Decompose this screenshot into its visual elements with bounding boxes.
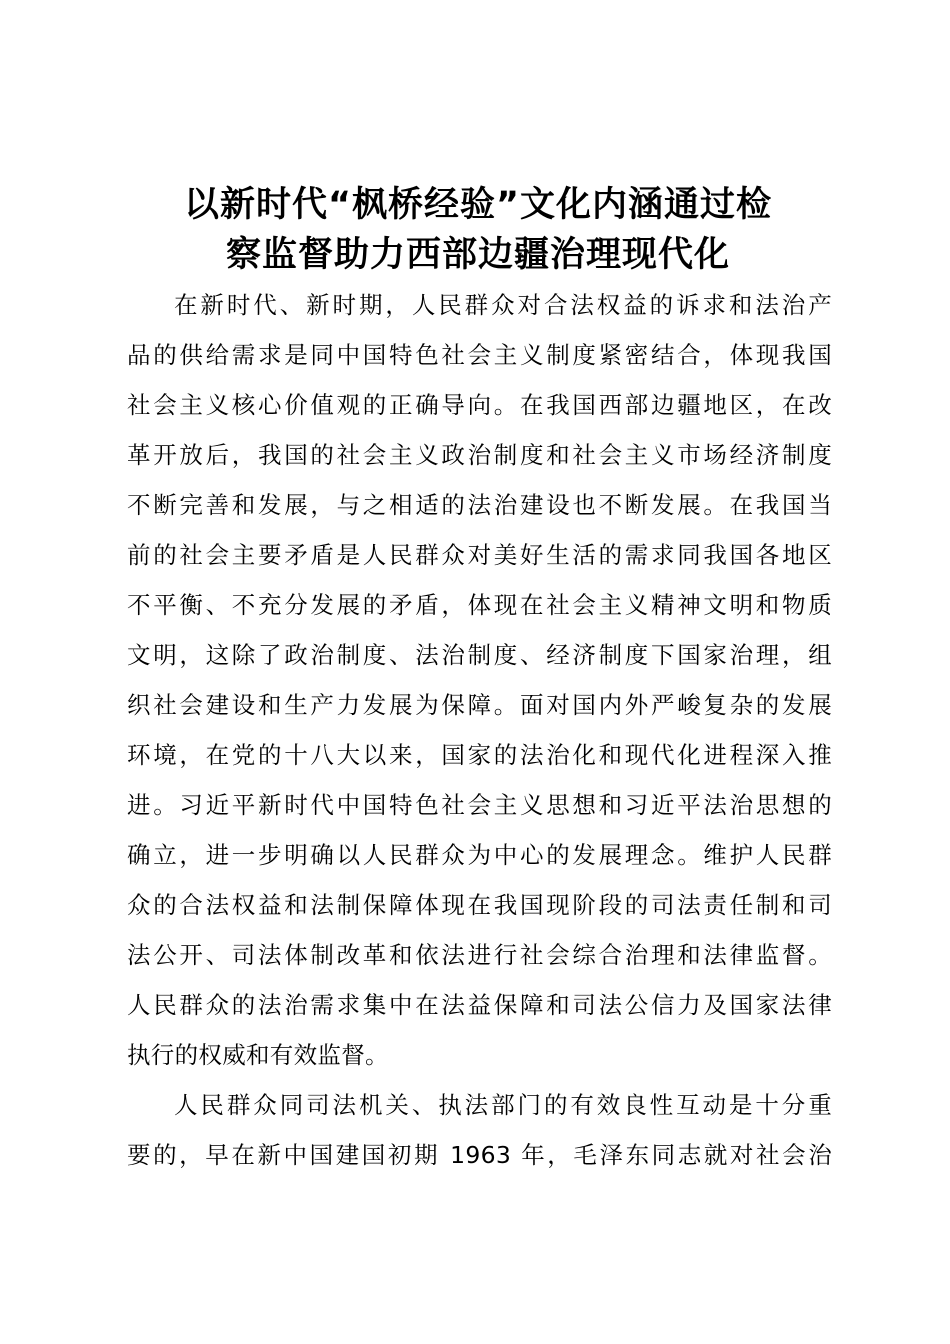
paragraph-line: 进。习近平新时代中国特色社会主义思想和习近平法治思想的 [127, 791, 832, 819]
body-paragraph [127, 280, 832, 1080]
paragraph-line: 织社会建设和生产力发展为保障。面对国内外严峻复杂的发展 [127, 691, 832, 719]
paragraph-line: 人民群众的法治需求集中在法益保障和司法公信力及国家法律 [127, 991, 832, 1019]
paragraph-line: 众的合法权益和法制保障体现在我国现阶段的司法责任制和司 [127, 891, 832, 919]
title-line: 察监督助力西部边疆治理现代化 [225, 235, 730, 275]
body-paragraph [127, 1080, 832, 1180]
paragraph-line: 不平衡、不充分发展的矛盾，体现在社会主义精神文明和物质 [127, 591, 832, 619]
paragraph-line: 社会主义核心价值观的正确导向。在我国西部边疆地区，在改 [127, 391, 832, 419]
paragraph-line: 执行的权威和有效监督。 [127, 1041, 389, 1069]
paragraph-line: 前的社会主要矛盾是人民群众对美好生活的需求同我国各地区 [127, 541, 832, 569]
paragraph-line: 要的，早在新中国建国初期 1963 年，毛泽东同志就对社会治 [127, 1141, 832, 1169]
paragraph-line: 不断完善和发展，与之相适的法治建设也不断发展。在我国当 [127, 491, 832, 519]
document-title [118, 180, 838, 280]
paragraph-line: 品的供给需求是同中国特色社会主义制度紧密结合，体现我国 [127, 341, 832, 369]
paragraph-line: 确立，进一步明确以人民群众为中心的发展理念。维护人民群 [127, 841, 832, 869]
paragraph-line: 法公开、司法体制改革和依法进行社会综合治理和法律监督。 [127, 941, 832, 969]
paragraph-line: 革开放后，我国的社会主义政治制度和社会主义市场经济制度 [127, 441, 832, 469]
paragraph-line: 环境，在党的十八大以来，国家的法治化和现代化进程深入推 [127, 741, 832, 769]
paragraph-line: 文明，这除了政治制度、法治制度、经济制度下国家治理，组 [127, 641, 832, 669]
paragraph-line: 在新时代、新时期，人民群众对合法权益的诉求和法治产 [174, 291, 832, 319]
paragraph-line: 人民群众同司法机关、执法部门的有效良性互动是十分重 [174, 1091, 832, 1119]
title-line: 以新时代“枫桥经验”文化内涵通过检 [183, 185, 772, 225]
